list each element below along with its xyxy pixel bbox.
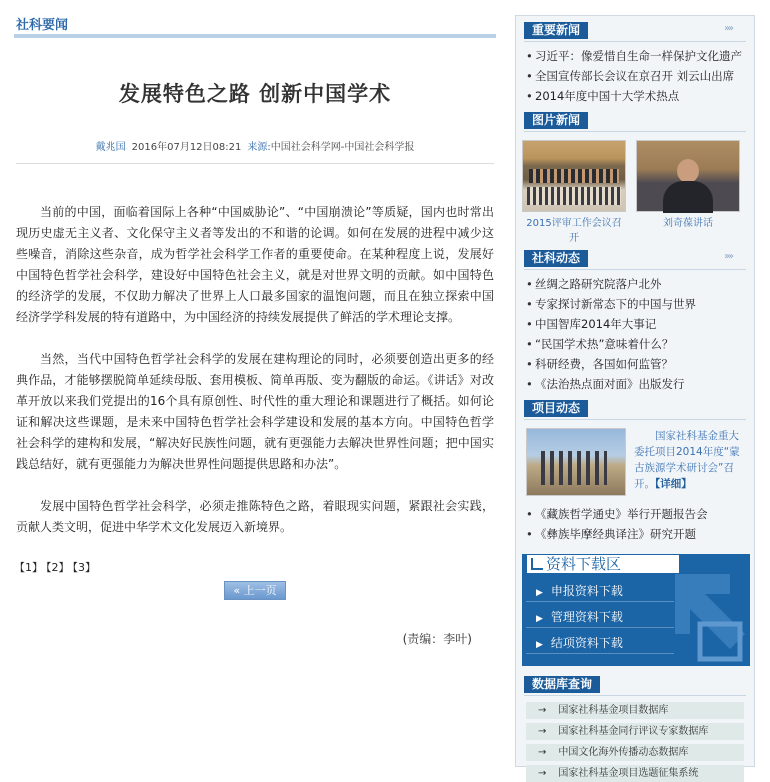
article-title: 发展特色之路 创新中国学术	[118, 82, 392, 106]
triangle-right-icon: ▶	[536, 640, 543, 650]
database-link[interactable]	[526, 765, 744, 782]
database-label: 中国文化海外传播动态数据库	[558, 747, 689, 758]
dynamics-list	[516, 270, 754, 394]
bullet-icon: •	[526, 277, 533, 291]
bullet-icon: •	[526, 49, 533, 63]
source-label: 来源:	[247, 142, 271, 153]
download-area	[522, 554, 750, 666]
photo-caption[interactable]: 刘奇葆讲话	[663, 218, 713, 229]
list-item[interactable]	[526, 294, 746, 314]
database-box	[516, 676, 754, 782]
download-label: 申报资料下载	[550, 584, 623, 598]
arrow-right-icon: →	[538, 768, 547, 779]
list-item[interactable]	[526, 86, 746, 106]
bullet-icon: •	[526, 317, 533, 331]
article-date: 2016年07月12日08:21	[131, 142, 242, 153]
download-title-text: 资料下载区	[546, 555, 622, 573]
database-link[interactable]	[526, 723, 744, 740]
paragraph: 发展中国特色哲学社会科学，必须走推陈特色之路，着眼现实问题，紧跟社会实践，贡献人类文明，促进中华学术文化发展迈入新境界。	[16, 499, 494, 534]
projects-header	[524, 400, 746, 420]
triangle-right-icon: ▶	[536, 614, 543, 624]
prev-wrap	[14, 581, 496, 600]
sidebar	[515, 15, 755, 779]
article-meta	[14, 138, 496, 153]
database-link[interactable]	[526, 744, 744, 761]
dynamics-link[interactable]: 丝绸之路研究院落户北外	[535, 277, 662, 291]
more-arrows-icon[interactable]: ››››	[724, 251, 732, 262]
prev-page-button[interactable]	[224, 581, 286, 600]
arrow-right-icon: →	[538, 705, 547, 716]
page-link-1[interactable]: 【1】	[14, 561, 43, 574]
database-label: 国家社科基金同行评议专家数据库	[558, 726, 709, 737]
section-title[interactable]: 社科要闻	[16, 18, 69, 33]
paragraph: 当前的中国，面临着国际上各种“中国威胁论”、“中国崩溃论”等质疑，国内也时常出现历史虚无主义者、文化保守主义者等发出的不和谐的论调。如何在发展的进程中减少这些噪音，消除这些杂音，成为哲学社会科学工作者的重要使命。在某种程度上说，发展好中国特色哲学社会科学，建设好中国特色社会主义，就是对世界文明的贡献。如中国特色的经济学的发展，不仅助力解决了世界上人口最多国家的温饱问题，而且在独立探索中国经济学学科发展的特有道路中，为中国经济的持续发展提供了鲜活的学术理论支撑。	[16, 205, 494, 324]
article-author: 戴兆国	[95, 142, 126, 153]
download-title	[526, 554, 680, 574]
download-apply-link[interactable]	[526, 580, 674, 602]
arrow-right-icon: →	[538, 747, 547, 758]
bullet-icon: •	[526, 69, 533, 83]
database-title[interactable]: 数据库查询	[524, 676, 600, 693]
project-feature	[516, 420, 754, 496]
dynamics-link[interactable]: 《法治热点面对面》出版发行	[535, 377, 685, 391]
double-left-icon: «	[233, 584, 241, 597]
article-source: 中国社会科学网-中国社会科学报	[270, 142, 415, 153]
news-link[interactable]: 全国宣传部长会议在京召开 刘云山出席	[535, 69, 735, 83]
arrow-right-icon: →	[538, 726, 547, 737]
list-item[interactable]	[526, 66, 746, 86]
news-link[interactable]: 2014年度中国十大学术热点	[535, 89, 680, 103]
project-feature-text[interactable]	[634, 428, 746, 496]
divider	[16, 163, 494, 164]
dynamics-link[interactable]: 科研经费，各国如何监管？	[535, 357, 673, 371]
list-item[interactable]	[526, 504, 746, 524]
speaker-photo[interactable]	[636, 140, 740, 212]
dynamics-title[interactable]: 社科动态	[524, 250, 588, 267]
database-header	[524, 676, 746, 696]
dynamics-link[interactable]: 专家探讨新常态下的中国与世界	[535, 297, 696, 311]
bullet-icon: •	[526, 377, 533, 391]
news-title[interactable]: 重要新闻	[524, 22, 588, 39]
news-header	[524, 22, 746, 42]
photo-header	[524, 112, 746, 132]
download-label: 结项资料下载	[550, 636, 623, 650]
bullet-icon: •	[526, 357, 533, 371]
list-item[interactable]	[526, 524, 746, 544]
dynamics-header	[524, 250, 746, 270]
dynamics-box	[516, 250, 754, 394]
projects-title[interactable]: 项目动态	[524, 400, 588, 417]
projects-list	[516, 496, 754, 544]
project-link[interactable]: 《彝族毕摩经典译注》研究开题	[535, 527, 696, 541]
editor-note: (责编：李叶)	[402, 632, 472, 646]
bullet-icon: •	[526, 89, 533, 103]
page-link-2[interactable]: 【2】	[46, 561, 70, 574]
database-link[interactable]	[526, 702, 744, 719]
list-item[interactable]	[526, 46, 746, 66]
prev-page-label: 上一页	[243, 584, 277, 597]
photo-grid	[516, 132, 754, 244]
download-conclude-link[interactable]	[526, 632, 674, 654]
photo-box	[516, 112, 754, 244]
list-item[interactable]	[526, 374, 746, 394]
bullet-icon: •	[526, 507, 533, 521]
main-column	[14, 8, 496, 647]
bullet-icon: •	[526, 297, 533, 311]
bullet-icon: •	[526, 527, 533, 541]
news-box	[516, 22, 754, 106]
triangle-right-icon: ▶	[536, 588, 543, 598]
project-feature-link[interactable]: 国家社科基金重大委托项目2014年度“蒙古族源学术研讨会”召开。	[634, 430, 740, 490]
bullet-icon: •	[526, 337, 533, 351]
list-item[interactable]	[526, 334, 746, 354]
project-link[interactable]: 《藏族哲学通史》举行开题报告会	[535, 507, 708, 521]
database-label: 国家社科基金项目数据库	[558, 705, 669, 716]
project-photo[interactable]	[526, 428, 626, 496]
news-list	[516, 42, 754, 106]
paragraph: 当然，当代中国特色哲学社会科学的发展在建构理论的同时，必须要创造出更多的经典作品，才能够摆脱简单延续母版、套用模板、简单再版、变为翻版的命运。《讲话》对改革开放以来我们党提出的16个具有原创性、时代性的重大理论和课题进行了概括。如何论证和解决这些课题，是未来中国特色哲学社会科学建设和发展的基本方向。中国特色哲学社会科学的建构和发展，“解决好民族性问题，就有更强能力去解决世界性问题；把中国实践总结好，就有更强能力为解决世界性问题提供思路和办法”。	[16, 352, 494, 471]
list-item[interactable]	[526, 314, 746, 334]
dynamics-link[interactable]: 中国智库2014年大事记	[535, 317, 657, 331]
section-header	[14, 8, 496, 38]
more-arrows-icon[interactable]: ››››	[724, 23, 732, 34]
corner-icon	[531, 558, 543, 570]
database-label: 国家社科基金项目选题征集系统	[558, 768, 699, 779]
detail-link[interactable]: 【详细】	[655, 478, 692, 490]
pagination	[14, 559, 496, 575]
download-manage-link[interactable]	[526, 606, 674, 628]
news-link[interactable]: 习近平：像爱惜自生命一样保护文化遗产	[535, 49, 742, 63]
dynamics-link[interactable]: “民国学术热”意味着什么？	[535, 337, 674, 351]
photo-item[interactable]	[522, 140, 626, 244]
photo-caption[interactable]: 2015评审工作会议召开	[526, 218, 622, 244]
page-link-3[interactable]: 【3】	[72, 561, 96, 574]
list-item[interactable]	[526, 274, 746, 294]
photo-title[interactable]: 图片新闻	[524, 112, 588, 129]
list-item[interactable]	[526, 354, 746, 374]
article-body	[14, 202, 496, 538]
photo-item[interactable]	[636, 140, 740, 244]
projects-box	[516, 400, 754, 544]
meeting-photo[interactable]	[522, 140, 626, 212]
download-label: 管理资料下载	[550, 610, 623, 624]
